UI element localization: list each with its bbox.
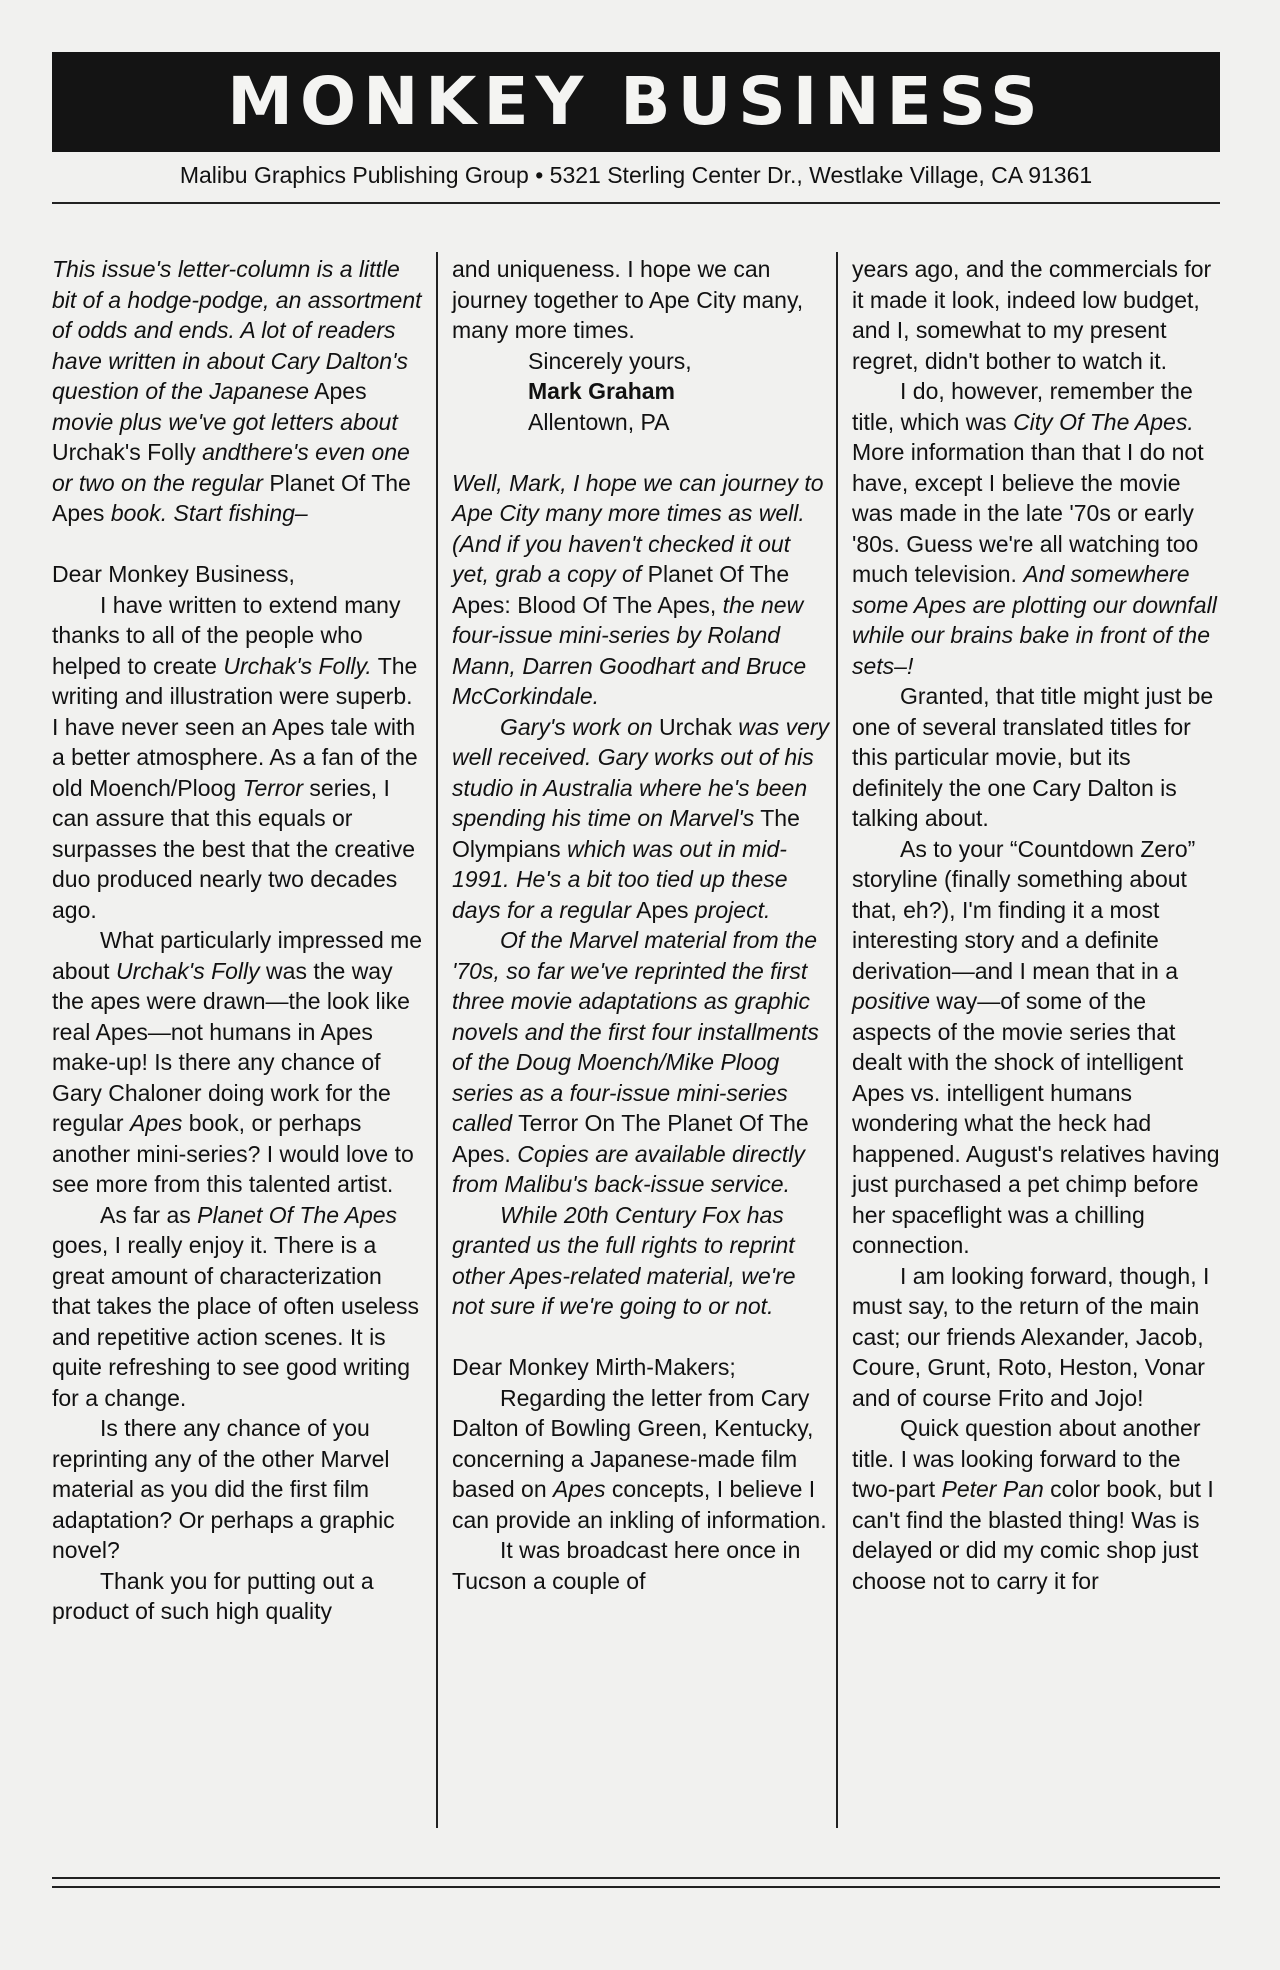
letter-paragraph: and uniqueness. I hope we can journey together to Ape City many, many more times. [452, 256, 804, 343]
letter-paragraph: As far as Planet Of The Apes goes, I really enjoy it. There is a great amount of characterization that takes the place of often useless and repetitive action scenes. It is quite refreshing to see good writing for a change. [52, 1201, 419, 1411]
letter-paragraph: I have written to extend many thanks to all of the people who helped to create Urchak's Folly. The writing and illustration were superb. I have never seen an Apes tale with a better atmosphere. As a fan of the old Moench/Ploog Terror series, I can assure that this equals or surpasses the best that the creative duo produced nearly two decades ago. [52, 591, 418, 923]
letter-paragraph: As to your “Countdown Zero” storyline (finally something about that, eh?), I'm finding it a most interesting story and a definite derivation—and I mean that in a positive way—of some of the aspects of the movie series that dealt with the shock of intelligent Apes vs. intelligent humans wondering what the heck had happened. August's relatives having just purchased a pet chimp before her spaceflight was a chilling connection. [852, 835, 1220, 1258]
letter-column-3 [852, 254, 1224, 1596]
letter-column-2 [452, 254, 830, 1596]
letter-author: Mark Graham [528, 378, 676, 404]
column-title: MONKEY BUSINESS [227, 63, 1045, 140]
editor-reply: Gary's work on Urchak was very well received. Gary works out of his studio in Australia where he's been spending his time on Marvel's The Olympians which was out in mid-1991. He's a bit too tied up these days for a regular Apes project. [452, 713, 830, 923]
letter-paragraph: Is there any chance of you reprinting any of the other Marvel material as you did the first film adaptation? Or perhaps a graphic novel? [52, 1415, 395, 1563]
column-divider-1 [436, 252, 438, 1828]
letter-paragraph: What particularly impressed me about Urchak's Folly was the way the apes were drawn—the look like real Apes—not humans in Apes make-up! Is there any chance of Gary Chaloner doing work for the regular Apes book, or perhaps another mini-series? I would love to see more from this talented artist. [52, 927, 423, 1197]
publisher-address: Malibu Graphics Publishing Group • 5321 Sterling Center Dr., Westlake Village, CA 91361 [179, 162, 1093, 188]
editor-reply: Of the Marvel material from the '70s, so far we've reprinted the first three movie adaptations as graphic novels and the first four installments of the Doug Moench/Mike Ploog series as a four-issue mini-series called Terror On The Planet Of The Apes. Copies are available directly from Malibu's back-issue service. [452, 927, 819, 1197]
letter-column-1 [52, 254, 424, 1627]
letter-closing: Sincerely yours, [528, 347, 692, 374]
editor-reply: Well, Mark, I hope we can journey to Ape City many more times as well. (And if you haven't checked it out yet, grab a copy of Planet Of The Apes: Blood Of The Apes, the new four-issue mini-series by Roland Mann, Darren Goodhart and Bruce McCorkindale. [452, 469, 824, 709]
editor-reply: While 20th Century Fox has granted us the full rights to reprint other Apes-related material, we're not sure if we're going to or not. [452, 1201, 796, 1319]
letter-paragraph: Quick question about another title. I was looking forward to the two-part Peter Pan color book, but I can't find the blasted thing! Was is delayed or did my comic shop just choose not to carry it for [852, 1415, 1214, 1594]
letter-salutation: Dear Monkey Mirth-Makers; [452, 1354, 736, 1380]
column-divider-2 [836, 252, 838, 1828]
letter-salutation: Dear Monkey Business, [52, 561, 295, 587]
masthead-banner [52, 52, 1220, 152]
letter-paragraph: years ago, and the commercials for it made it look, indeed low budget, and I, somewhat to my present regret, didn't bother to watch it. [852, 256, 1212, 374]
letter-paragraph: It was broadcast here once in Tucson a couple of [452, 1537, 801, 1594]
top-divider [52, 202, 1220, 204]
letter-paragraph: I do, however, remember the title, which was City Of The Apes. More information than that I do not have, except I believe the movie was made in the late '70s or early '80s. Guess we're all watching too much television. And somewhere some Apes are plotting our downfall while our brains bake in front of the sets–! [852, 378, 1217, 679]
bottom-divider [52, 1886, 1220, 1888]
editor-intro: This issue's letter-column is a little bit of a hodge-podge, an assortment of odds and ends. A lot of readers have written in about Cary Dalton's question of the Japanese Apes movie plus we've got letters about Urchak's Folly andthere's even one or two on the regular Planet Of The Apes book. Start fishing– [52, 256, 422, 526]
letter-location: Allentown, PA [528, 408, 670, 435]
letter-paragraph: Regarding the letter from Cary Dalton of Bowling Green, Kentucky, concerning a Japanese-made film based on Apes concepts, I believe I can provide an inkling of information. [452, 1384, 827, 1533]
letter-paragraph: I am looking forward, though, I must say, to the return of the main cast; our friends Alexander, Jacob, Coure, Grunt, Roto, Heston, Vonar and of course Frito and Jojo! [852, 1262, 1210, 1411]
letter-paragraph: Thank you for putting out a product of such high quality [52, 1567, 374, 1624]
letter-paragraph: Granted, that title might just be one of several translated titles for this particular movie, but its definitely the one Cary Dalton is talking about. [852, 683, 1214, 831]
bottom-divider [52, 1877, 1220, 1879]
